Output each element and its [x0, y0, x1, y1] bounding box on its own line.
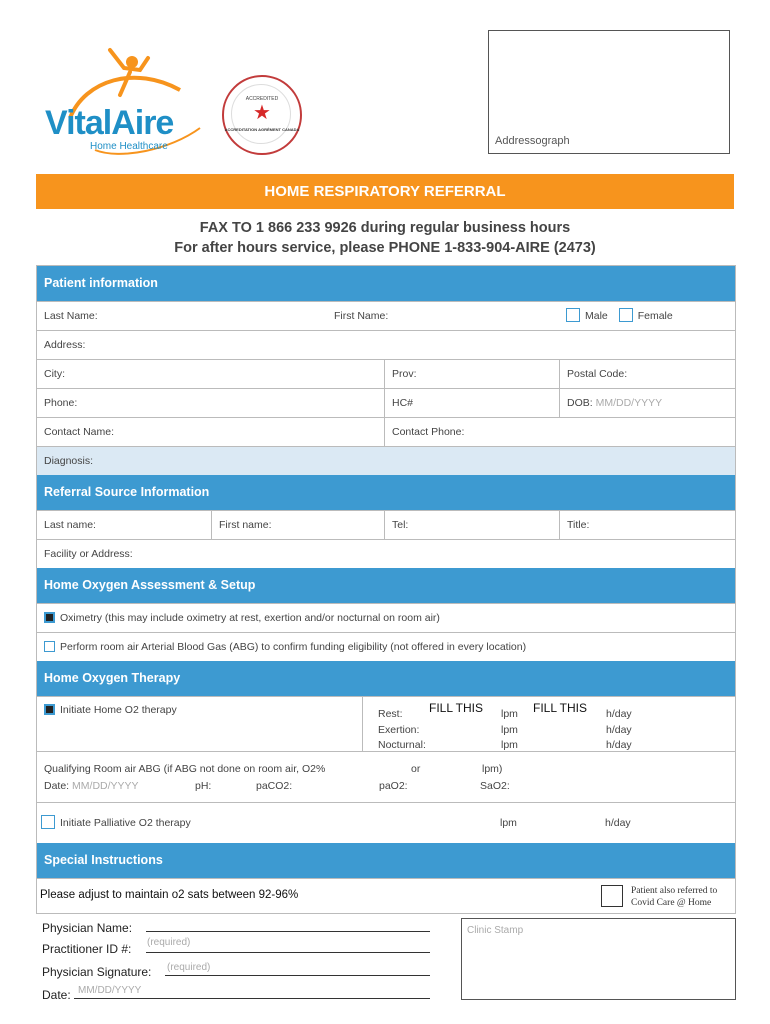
pao2-field[interactable]: paO2:: [379, 780, 408, 792]
sao2-field[interactable]: SaO2:: [480, 780, 510, 792]
paco2-field[interactable]: paCO2:: [256, 780, 293, 792]
diagnosis-field[interactable]: Diagnosis:: [44, 455, 94, 467]
patient-contact-row: [37, 417, 735, 446]
rate-fill-field[interactable]: FILL THIS: [429, 701, 484, 715]
therapy-rates: Rest: Exertion: Nocturnal: FILL THIS lpm lpm lpm FILL THIS h/day h/day h/day: [362, 697, 735, 751]
patient-phone-row: [37, 388, 735, 417]
contact-phone-field[interactable]: Contact Phone:: [384, 418, 735, 446]
patient-city-field[interactable]: City:: [44, 368, 65, 380]
diagnosis-row: [37, 446, 735, 475]
abg-row: [37, 632, 735, 661]
section-oxygen-therapy: Home Oxygen Therapy: [37, 661, 735, 696]
qualifying-abg-row: Qualifying Room air ABG (if ABG not done on room air, O2% or lpm) Date: MM/DD/YYYY pH: paCO2: paO2: SaO2:: [37, 751, 735, 802]
ph-field[interactable]: pH:: [195, 780, 212, 792]
clinic-stamp-label: Clinic Stamp: [467, 925, 524, 936]
signature-date-field[interactable]: [74, 998, 430, 999]
patient-first-name-field[interactable]: First Name:: [334, 310, 389, 322]
oximetry-checkbox[interactable]: [44, 612, 55, 623]
palliative-row: Initiate Palliative O2 therapy lpm h/day: [37, 802, 735, 843]
qualifying-label: Qualifying Room air ABG (if ABG not done on room air, O2%: [44, 763, 326, 775]
referral-tel-field[interactable]: Tel:: [384, 511, 559, 539]
sex-options: Male Female: [559, 302, 739, 330]
male-checkbox[interactable]: [566, 308, 580, 322]
initiate-therapy-row: [37, 696, 735, 751]
patient-phone-field[interactable]: Phone:: [44, 397, 78, 409]
covid-care-checkbox[interactable]: [601, 885, 623, 907]
referral-facility-field[interactable]: Facility or Address:: [44, 548, 133, 560]
form-title: HOME RESPIRATORY REFERRAL: [36, 174, 734, 209]
abg-date-field[interactable]: Date: MM/DD/YYYY: [44, 780, 139, 792]
patient-name-row: [37, 301, 735, 330]
oximetry-row: [37, 603, 735, 632]
referral-last-name-field[interactable]: Last name:: [44, 519, 96, 531]
logo-brand: VitalAire: [45, 104, 174, 142]
addressograph-box[interactable]: [488, 30, 730, 154]
physician-signature-label: Physician Signature:: [42, 965, 152, 979]
female-checkbox[interactable]: [619, 308, 633, 322]
patient-postal-field[interactable]: Postal Code:: [559, 360, 735, 388]
section-oxygen-assessment: Home Oxygen Assessment & Setup: [37, 568, 735, 603]
abg-checkbox[interactable]: [44, 641, 55, 652]
referral-facility-row: [37, 539, 735, 568]
addressograph-label: Addressograph: [495, 135, 570, 147]
patient-dob-field[interactable]: DOB: MM/DD/YYYY: [559, 389, 735, 417]
patient-address-row: [37, 330, 735, 359]
section-patient-information: Patient information: [37, 266, 735, 301]
covid-care-label: Patient also referred to Covid Care @ Home: [631, 886, 718, 908]
referral-first-name-field[interactable]: First name:: [211, 511, 384, 539]
initiate-o2-checkbox[interactable]: [44, 704, 55, 715]
contact-instructions: [36, 218, 734, 258]
special-instructions-row: [37, 878, 735, 913]
accreditation-badge: ACCREDITED ★ ACCREDITATION AGRÉMENT CANADA: [222, 75, 302, 155]
clinic-stamp-box[interactable]: [461, 918, 736, 1000]
hours-fill-field[interactable]: FILL THIS: [533, 701, 588, 715]
star-icon: ★: [253, 102, 271, 124]
physician-name-field[interactable]: [146, 931, 430, 932]
practitioner-id-field[interactable]: [146, 952, 430, 953]
phone-line: For after hours service, please PHONE 1-833-904-AIRE (2473): [174, 240, 596, 256]
referral-title-field[interactable]: Title:: [559, 511, 735, 539]
patient-city-row: [37, 359, 735, 388]
fax-line: FAX TO 1 866 233 9926 during regular business hours: [199, 220, 571, 236]
patient-address-field[interactable]: Address:: [44, 339, 86, 351]
date-label: Date:: [42, 988, 71, 1002]
logo-subtitle: Home Healthcare: [90, 141, 168, 152]
physician-signature-field[interactable]: [165, 975, 430, 976]
contact-name-field[interactable]: Contact Name:: [44, 426, 115, 438]
section-referral-source: Referral Source Information: [37, 475, 735, 510]
special-instructions-text[interactable]: Please adjust to maintain o2 sats between 92-96%: [40, 889, 299, 901]
abg-label: Perform room air Arterial Blood Gas (ABG) to confirm funding eligibility (not offered in every location): [60, 641, 527, 653]
palliative-checkbox[interactable]: [41, 815, 55, 829]
patient-last-name-field[interactable]: Last Name:: [44, 310, 98, 322]
oximetry-label: Oximetry (this may include oximetry at rest, exertion and/or nocturnal on room air): [60, 612, 440, 624]
referral-name-row: [37, 510, 735, 539]
patient-hc-field[interactable]: HC#: [384, 389, 559, 417]
section-special-instructions: Special Instructions: [37, 843, 735, 878]
initiate-o2-label: Initiate Home O2 therapy: [60, 704, 177, 716]
referral-form: [36, 265, 736, 914]
patient-prov-field[interactable]: Prov:: [384, 360, 559, 388]
practitioner-id-label: Practitioner ID #:: [42, 942, 132, 956]
palliative-label: Initiate Palliative O2 therapy: [60, 816, 191, 829]
physician-name-label: Physician Name:: [42, 921, 133, 935]
